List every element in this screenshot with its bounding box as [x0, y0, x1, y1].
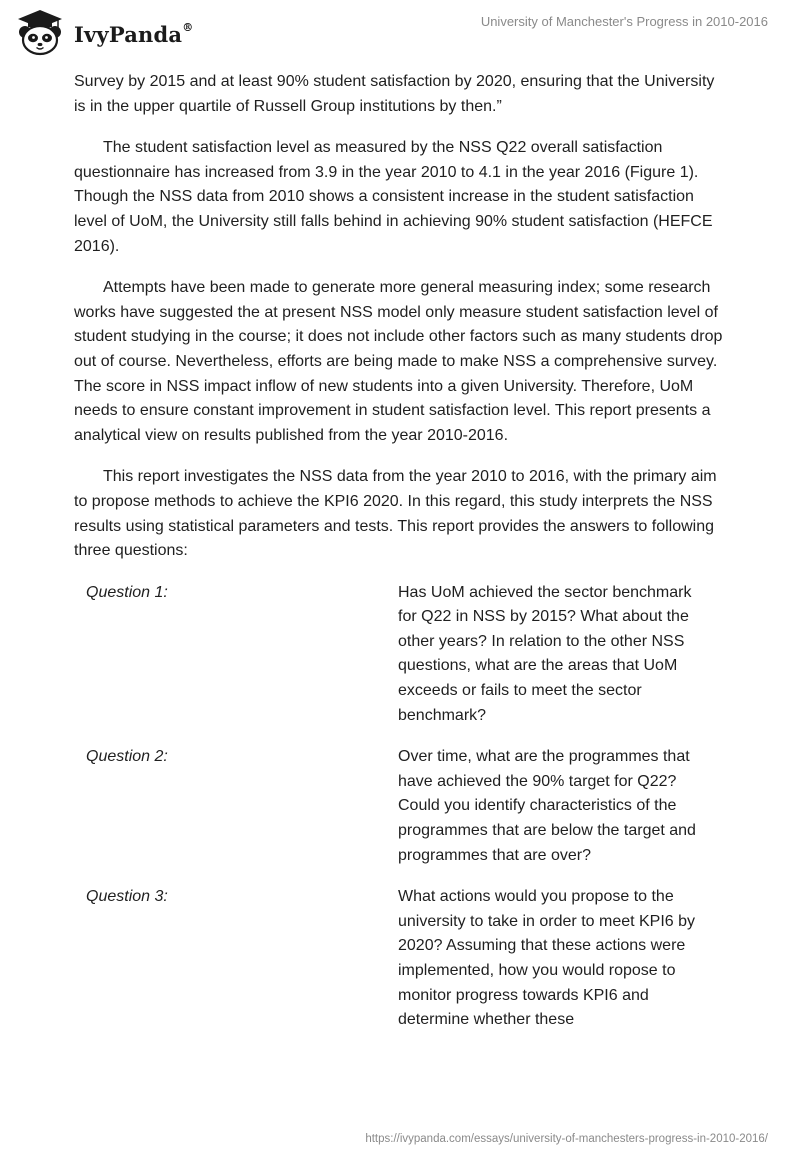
paragraph: The student satisfaction level as measured by the NSS Q22 overall satisfaction questionnaire has increased from 3.9 in the year 2010 to 4.1 in the year 2016 (Figure 1). Though the NSS data from 2010 shows a consistent increase in the student satisfaction level of UoM, the University still falls behind in achieving 90% student satisfaction (HEFCE 2016). [74, 139, 713, 255]
question-text: What actions would you propose to the university to take in order to meet KPI6 by 2020? Assuming that these actions were implemented, how you would ropose to monitor progress towards KPI6 and determine whether these [398, 888, 696, 1029]
source-url-link[interactable]: https://ivypanda.com/essays/university-of-manchesters-progress-in-2010-2016/ [365, 1133, 768, 1145]
question-label: Question 3: [86, 888, 168, 906]
brand-logo[interactable] [14, 8, 193, 56]
question-row [74, 581, 730, 729]
panda-logo-icon [14, 8, 66, 56]
question-row [74, 745, 730, 868]
paragraph: Attempts have been made to generate more general measuring index; some research works have suggested the at present NSS model only measure student satisfaction level of student studying in the course; it does not include other factors such as many students drop out of course. Nevertheless, efforts are being made to make NSS a comprehensive survey. The score in NSS impact inflow of new students into a given University. Therefore, UoM needs to ensure constant improvement in student satisfaction level. This report presents a analytical view on results published from the year 2010-2016. [74, 279, 723, 444]
brand-name: IvyPanda® [74, 20, 194, 47]
question-label: Question 2: [86, 748, 168, 766]
paragraph: This report investigates the NSS data from the year 2010 to 2016, with the primary aim to propose methods to achieve the KPI6 2020. In this regard, this study interprets the NSS results using statistical parameters and tests. This report provides the answers to following three questions: [74, 468, 717, 560]
question-text: Has UoM achieved the sector benchmark for Q22 in NSS by 2015? What about the other years? In relation to the other NSS questions, what are the areas that UoM exceeds or fails to meet the sector benchmark? [398, 583, 692, 724]
document-title: University of Manchester's Progress in 2010-2016 [480, 14, 768, 29]
question-row [74, 885, 730, 1033]
page-header [0, 0, 800, 62]
document-body [74, 70, 730, 1050]
paragraph: Survey by 2015 and at least 90% student satisfaction by 2020, ensuring that the University is in the upper quartile of Russell Group institutions by then.” [74, 73, 715, 115]
question-text: Over time, what are the programmes that have achieved the 90% target for Q22? Could you identify characteristics of the programmes that are below the target and programmes that are over? [398, 748, 696, 864]
question-label: Question 1: [86, 583, 168, 601]
